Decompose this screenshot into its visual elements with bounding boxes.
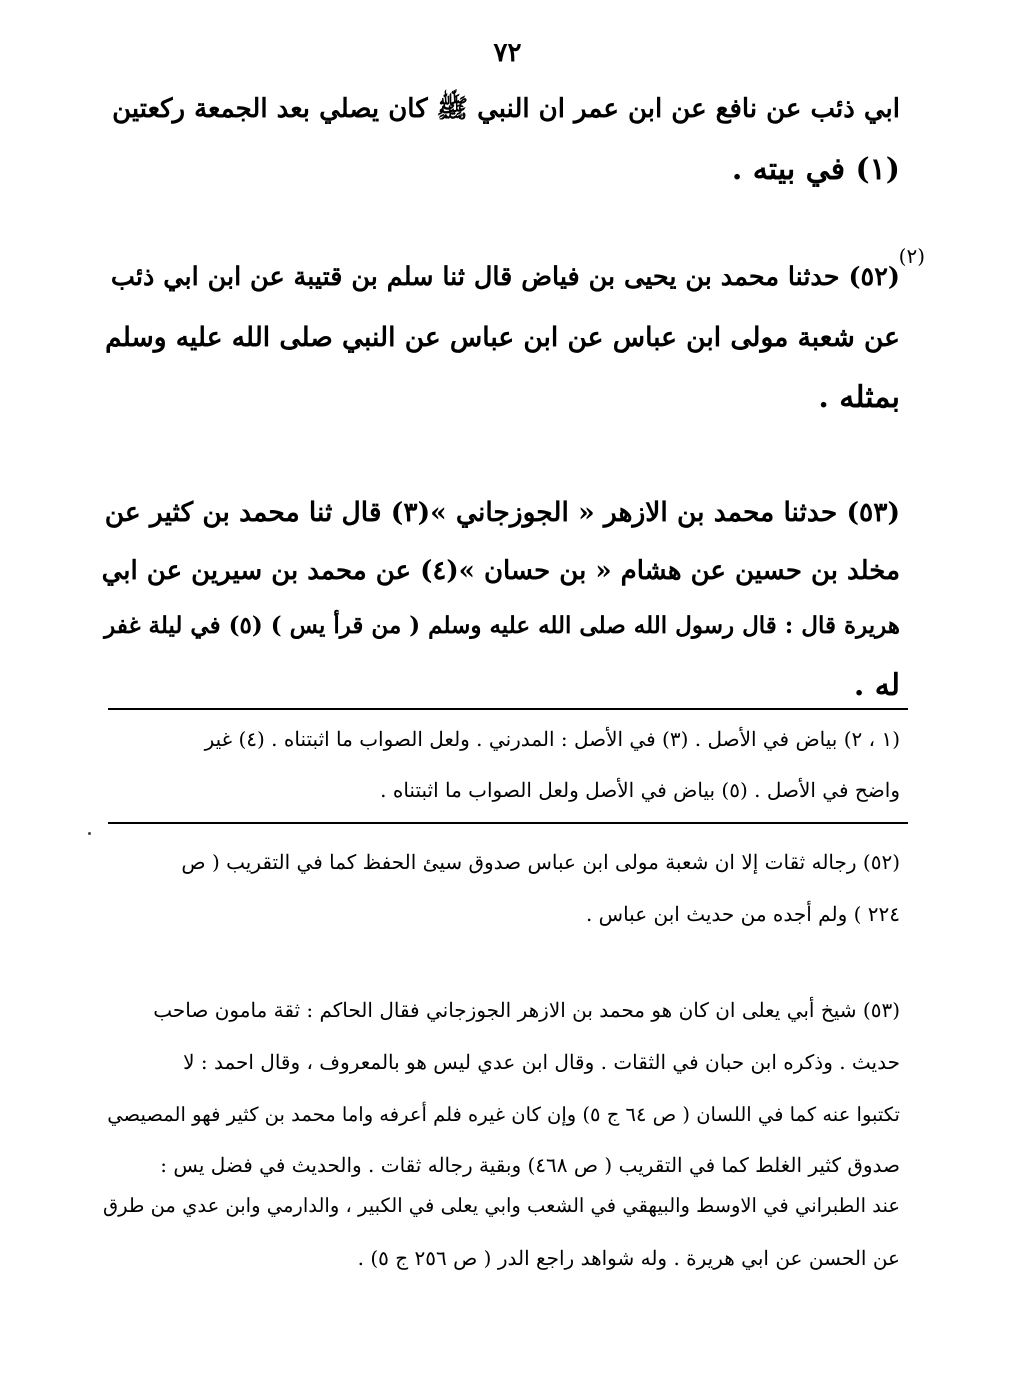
commentary-line-6: صدوق كثير الغلط كما في التقريب ( ص ٤٦٨) وبقية رجاله ثقات . والحديث في فضل يس :: [160, 1153, 900, 1177]
footnote-divider: [108, 708, 908, 710]
page-number: ٧٢: [493, 38, 522, 68]
footnote-line-1: (١ ، ٢) بياض في الأصل . (٣) في الأصل : المدرني . ولعل الصواب ما اثبتناه . (٤) غير: [204, 727, 900, 751]
commentary-line-1: (٥٢) رجاله ثقات إلا ان شعبة مولى ابن عباس صدوق سيئ الحفظ كما في التقريب ( ص: [181, 850, 900, 874]
main-line-1: ابي ذئب عن نافع عن ابن عمر ان النبي ﷺ كان يصلي بعد الجمعة ركعتين: [112, 94, 900, 124]
commentary-line-3: (٥٣) شيخ أبي يعلى ان كان هو محمد بن الازهر الجوزجاني فقال الحاكم : ثقة مامون صاحب: [153, 998, 900, 1022]
commentary-line-7: عند الطبراني في الاوسط والبيهقي في الشعب وابي يعلى في الكبير ، والدارمي وابن عدي من طرق: [102, 1194, 900, 1217]
main-line-8: هريرة قال : قال رسول الله صلى الله عليه وسلم ( من قرأ يس ) (٥) في ليلة غفر: [104, 612, 900, 639]
main-line-7: مخلد بن حسين عن هشام « بن حسان »(٤) عن محمد بن سيرين عن ابي: [101, 556, 900, 586]
footnote-marker-2: (٢): [898, 244, 925, 268]
main-line-4: عن شعبة مولى ابن عباس عن ابن عباس عن النبي صلى الله عليه وسلم: [105, 322, 900, 353]
main-line-2: (١) في بيته .: [731, 152, 900, 187]
commentary-divider: [108, 822, 908, 824]
main-line-9: له .: [853, 668, 900, 703]
commentary-line-8: عن الحسن عن ابي هريرة . وله شواهد راجع الدر ( ص ٢٥٦ ج ٥) .: [357, 1246, 900, 1270]
commentary-line-2: ٢٢٤ ) ولم أجده من حديث ابن عباس .: [585, 902, 900, 926]
main-line-5: بمثله .: [818, 380, 900, 415]
footnote-line-2: واضح في الأصل . (٥) بياض في الأصل ولعل الصواب ما اثبتناه .: [380, 778, 900, 802]
commentary-line-5: تكتبوا عنه كما في اللسان ( ص ٦٤ ج ٥) وإن كان غيره فلم أعرفه واما محمد بن كثير فهو المصيصي: [107, 1103, 900, 1126]
main-line-6: (٥٣) حدثنا محمد بن الازهر « الجوزجاني »(٣) قال ثنا محمد بن كثير عن: [104, 497, 900, 528]
commentary-line-4: حديث . وذكره ابن حبان في الثقات . وقال ابن عدي ليس هو بالمعروف ، وقال احمد : لا: [183, 1050, 900, 1074]
main-line-3: (٥٢) حدثنا محمد بن يحيى بن فياض قال ثنا سلم بن قتيبة عن ابن ابي ذئب: [110, 262, 900, 292]
scan-speck: [88, 832, 91, 835]
